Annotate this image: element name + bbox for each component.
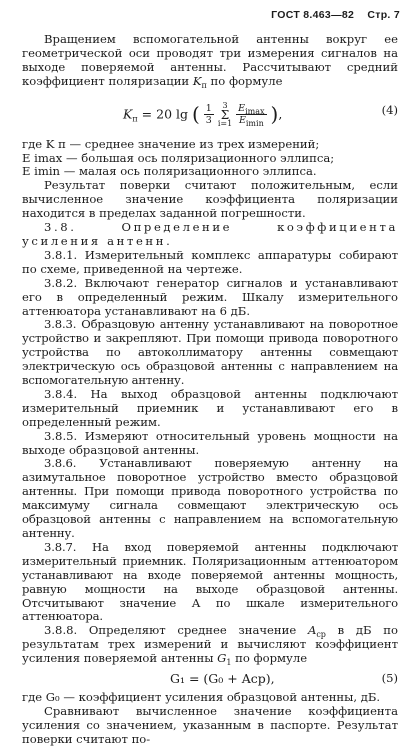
page-header <box>261 9 400 23</box>
paragraph-result: Результат поверки считают положительным, если вычисленное значение коэффициента поляризации находится в пределах заданной погрешности. <box>22 178 398 221</box>
paragraph-compare: Сравнивают вычисленное значение коэффициента усиления со значением, указанным в паспорте. Результат поверки считают по- <box>22 703 398 746</box>
formula-gain-expression: G₁ = (G₀ + Aср), <box>170 671 275 687</box>
paragraph-3-8-4: 3.8.4. На выход образцовой антенны подключают измерительный приемник и устанавливают его в определенный режим. <box>22 386 398 429</box>
formula-definitions <box>22 138 398 180</box>
section-heading-3-8: 3.8. Определение коэффициента усиления антенн. <box>22 220 398 248</box>
document-body <box>22 33 398 747</box>
paragraph-3-8-5: 3.8.5. Измеряют относительный уровень мощности на выходе образцовой антенны. <box>22 428 398 457</box>
paragraph-3-8-3: 3.8.3. Образцовую антенну устанавливают на поворотное устройство и закрепляют. При помощи привода поворотного устройства по автоколлиматору антенны совмещают электрическую ось образцовой антенны с направлением на вспомогательную антенну. <box>22 317 398 388</box>
definition-g0: где G₀ — коэффициент усиления образцовой антенны, дБ. <box>22 690 381 705</box>
paragraph-3-8-7: 3.8.7. На вход поверяемой антенны подключают измерительный приемник. Поляризационным аттенюатором устанавливают на входе поверяемой антенны мощность, равную мощности на выходе образцовой антенны. Отсчитывают значение A по шкале измерительного аттенюатора. <box>22 539 398 624</box>
paragraph-3-8-8: 3.8.8. Определяют среднее значение $A_{ср}$ в дБ по результатам трех измерений и вычисляют коэффициент усиления поверяемой антенны $G_1$ по формуле <box>22 623 399 668</box>
page-number: Стр. 7 <box>367 9 400 21</box>
paragraph-3-8-1: 3.8.1. Измерительный комплекс аппаратуры собирают по схеме, приведенной на чертеже. <box>22 247 398 276</box>
formula-number-5: (5) <box>381 671 398 686</box>
paragraph-rotation: Вращением вспомогательной антенны вокруг ее геометрической оси проводят три измерения сигналов на выходе поверяемой антенны. Рассчитывают средний коэффициент поляризации $K_п$ по формуле <box>22 32 398 90</box>
formula-polarization: $K_п = 20$ lg ( $\frac{1}{3} 3$ Σ i=1 $\frac{E_{imax}}{E_{imin}}$ ), (4) <box>123 100 398 129</box>
paragraph-3-8-2: 3.8.2. Включают генератор сигналов и устанавливают его в определенный режим. Шкалу измерительного аттенюатора устанавливают на 6 дБ. <box>22 275 398 318</box>
paragraph-3-8-6: 3.8.6. Устанавливают поверяемую антенну на азимутальное поворотное устройство вместо образцовой антенны. При помощи привода поворотного устройства по максимуму сигнала совмещают электрическую ось образцовой антенны с направлением на вспомогательную антенну. <box>22 456 398 540</box>
formula-gain <box>22 669 398 689</box>
definition-kp: где K п — среднее значение из трех измерений; <box>22 136 320 151</box>
standard-number: ГОСТ 8.463—82 <box>271 9 355 21</box>
definition-emax: E imax — большая ось поляризационного эллипса; <box>22 150 335 165</box>
definition-emin: E imin — малая ось поляризационного эллипса. <box>22 164 317 179</box>
formula-number-4: (4) <box>381 102 398 117</box>
